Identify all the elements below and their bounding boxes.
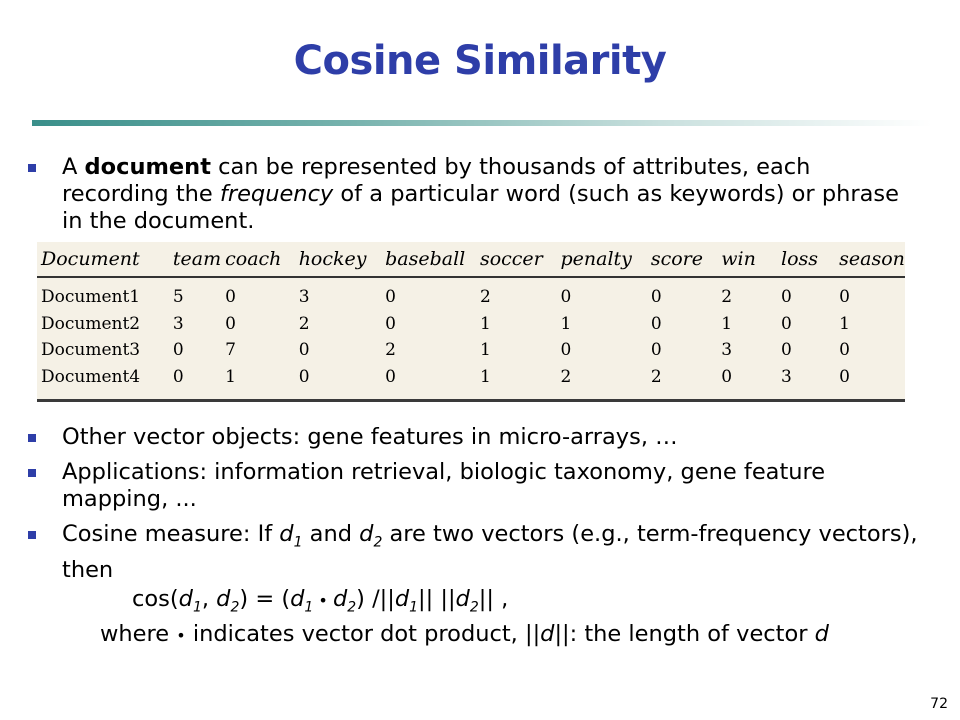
table-cell: 0 (650, 287, 662, 308)
table-header-row (37, 242, 905, 277)
table-cell: 0 (560, 287, 572, 308)
dot-operator: • (313, 591, 333, 610)
table-cell: 0 (298, 340, 310, 361)
bullet-text: A document can be represented by thousands of attributes, each recording the frequency of a particular word (such as keywords) or phrase in the document. (62, 154, 899, 234)
table-cell: 3 (781, 366, 792, 387)
square-bullet-icon (28, 434, 36, 442)
table-cell: 0 (385, 366, 396, 387)
table-cell: 2 (479, 287, 491, 308)
table-cell: Document4 (41, 366, 141, 387)
table-cell: 1 (479, 313, 491, 334)
table-cell: 2 (721, 287, 733, 308)
table-cell: 2 (298, 313, 310, 334)
table-cell: 7 (225, 340, 236, 361)
slide-title: Cosine Similarity (293, 38, 667, 84)
table-cell: 2 (385, 340, 396, 361)
table-header: penalty (556, 242, 646, 277)
table-cell: 1 (839, 313, 850, 334)
table-row (37, 311, 905, 338)
table-cell: 3 (172, 313, 184, 334)
table-header: coach (221, 242, 295, 277)
table-cell: 0 (839, 287, 850, 308)
square-bullet-icon (28, 469, 36, 477)
table-cell: 0 (560, 340, 572, 361)
bold-document: document (84, 154, 211, 180)
table-cell: 1 (560, 313, 572, 334)
cosine-formula: $\cos(d_1$, $d_2) = (d_1$ • $d_2$) $/||d_1||$ $||d_2||$ , (132, 586, 509, 616)
table-cell: 2 (650, 366, 662, 387)
table-cell: 3 (298, 287, 310, 308)
table-cell: Document1 (41, 287, 141, 308)
table-header: Document (37, 242, 169, 277)
table-cell: 0 (781, 340, 792, 361)
table-cell: 5 (172, 287, 184, 308)
table-cell: 0 (781, 287, 792, 308)
square-bullet-icon (28, 531, 36, 539)
table-cell: 1 (479, 366, 491, 387)
square-bullet-icon (28, 164, 36, 172)
table-cell: 0 (650, 340, 662, 361)
table-row (37, 337, 905, 364)
table-cell: 0 (721, 366, 733, 387)
table-row (37, 364, 905, 391)
italic-frequency: frequency (219, 181, 334, 207)
table-header: baseball (381, 242, 476, 277)
table-header: soccer (476, 242, 557, 277)
table-cell: 0 (839, 366, 850, 387)
table-cell: 1 (721, 313, 733, 334)
table-cell: 0 (172, 366, 184, 387)
table-header: team (169, 242, 221, 277)
table-cell: 0 (172, 340, 184, 361)
table-cell: 0 (225, 313, 236, 334)
table-header: score (647, 242, 717, 277)
table-cell: 0 (385, 313, 396, 334)
table-cell: Document3 (41, 340, 141, 361)
page-number: 72 (930, 696, 948, 712)
table-cell: 1 (479, 340, 491, 361)
table-header: win (717, 242, 777, 277)
bullet-text: Other vector objects: gene features in micro-arrays, … (62, 424, 678, 450)
table-cell: 3 (721, 340, 733, 361)
term-frequency-table (37, 242, 905, 402)
table-cell: 0 (385, 287, 396, 308)
table-cell: 0 (298, 366, 310, 387)
table-header: season (835, 242, 905, 277)
table-cell: 0 (650, 313, 662, 334)
bullet-text: Cosine measure: If $d_1$ and $d_2$ are two vectors (e.g., term-frequency vectors), then (62, 521, 918, 583)
table-cell: 0 (225, 287, 236, 308)
bullet-text: Applications: information retrieval, biologic taxonomy, gene feature mapping, ... (62, 459, 826, 512)
table-cell: 1 (225, 366, 236, 387)
title-divider (32, 120, 932, 126)
table-row (37, 277, 905, 311)
table-cell: 0 (839, 340, 850, 361)
table-header: hockey (295, 242, 381, 277)
formula-explanation: where • indicates vector dot product, ||d||: the length of vector d (100, 621, 829, 647)
table-header: loss (777, 242, 835, 277)
table-cell: 0 (781, 313, 792, 334)
dot-operator: • (176, 626, 186, 645)
table-cell: Document2 (41, 313, 141, 334)
table-cell: 2 (560, 366, 572, 387)
